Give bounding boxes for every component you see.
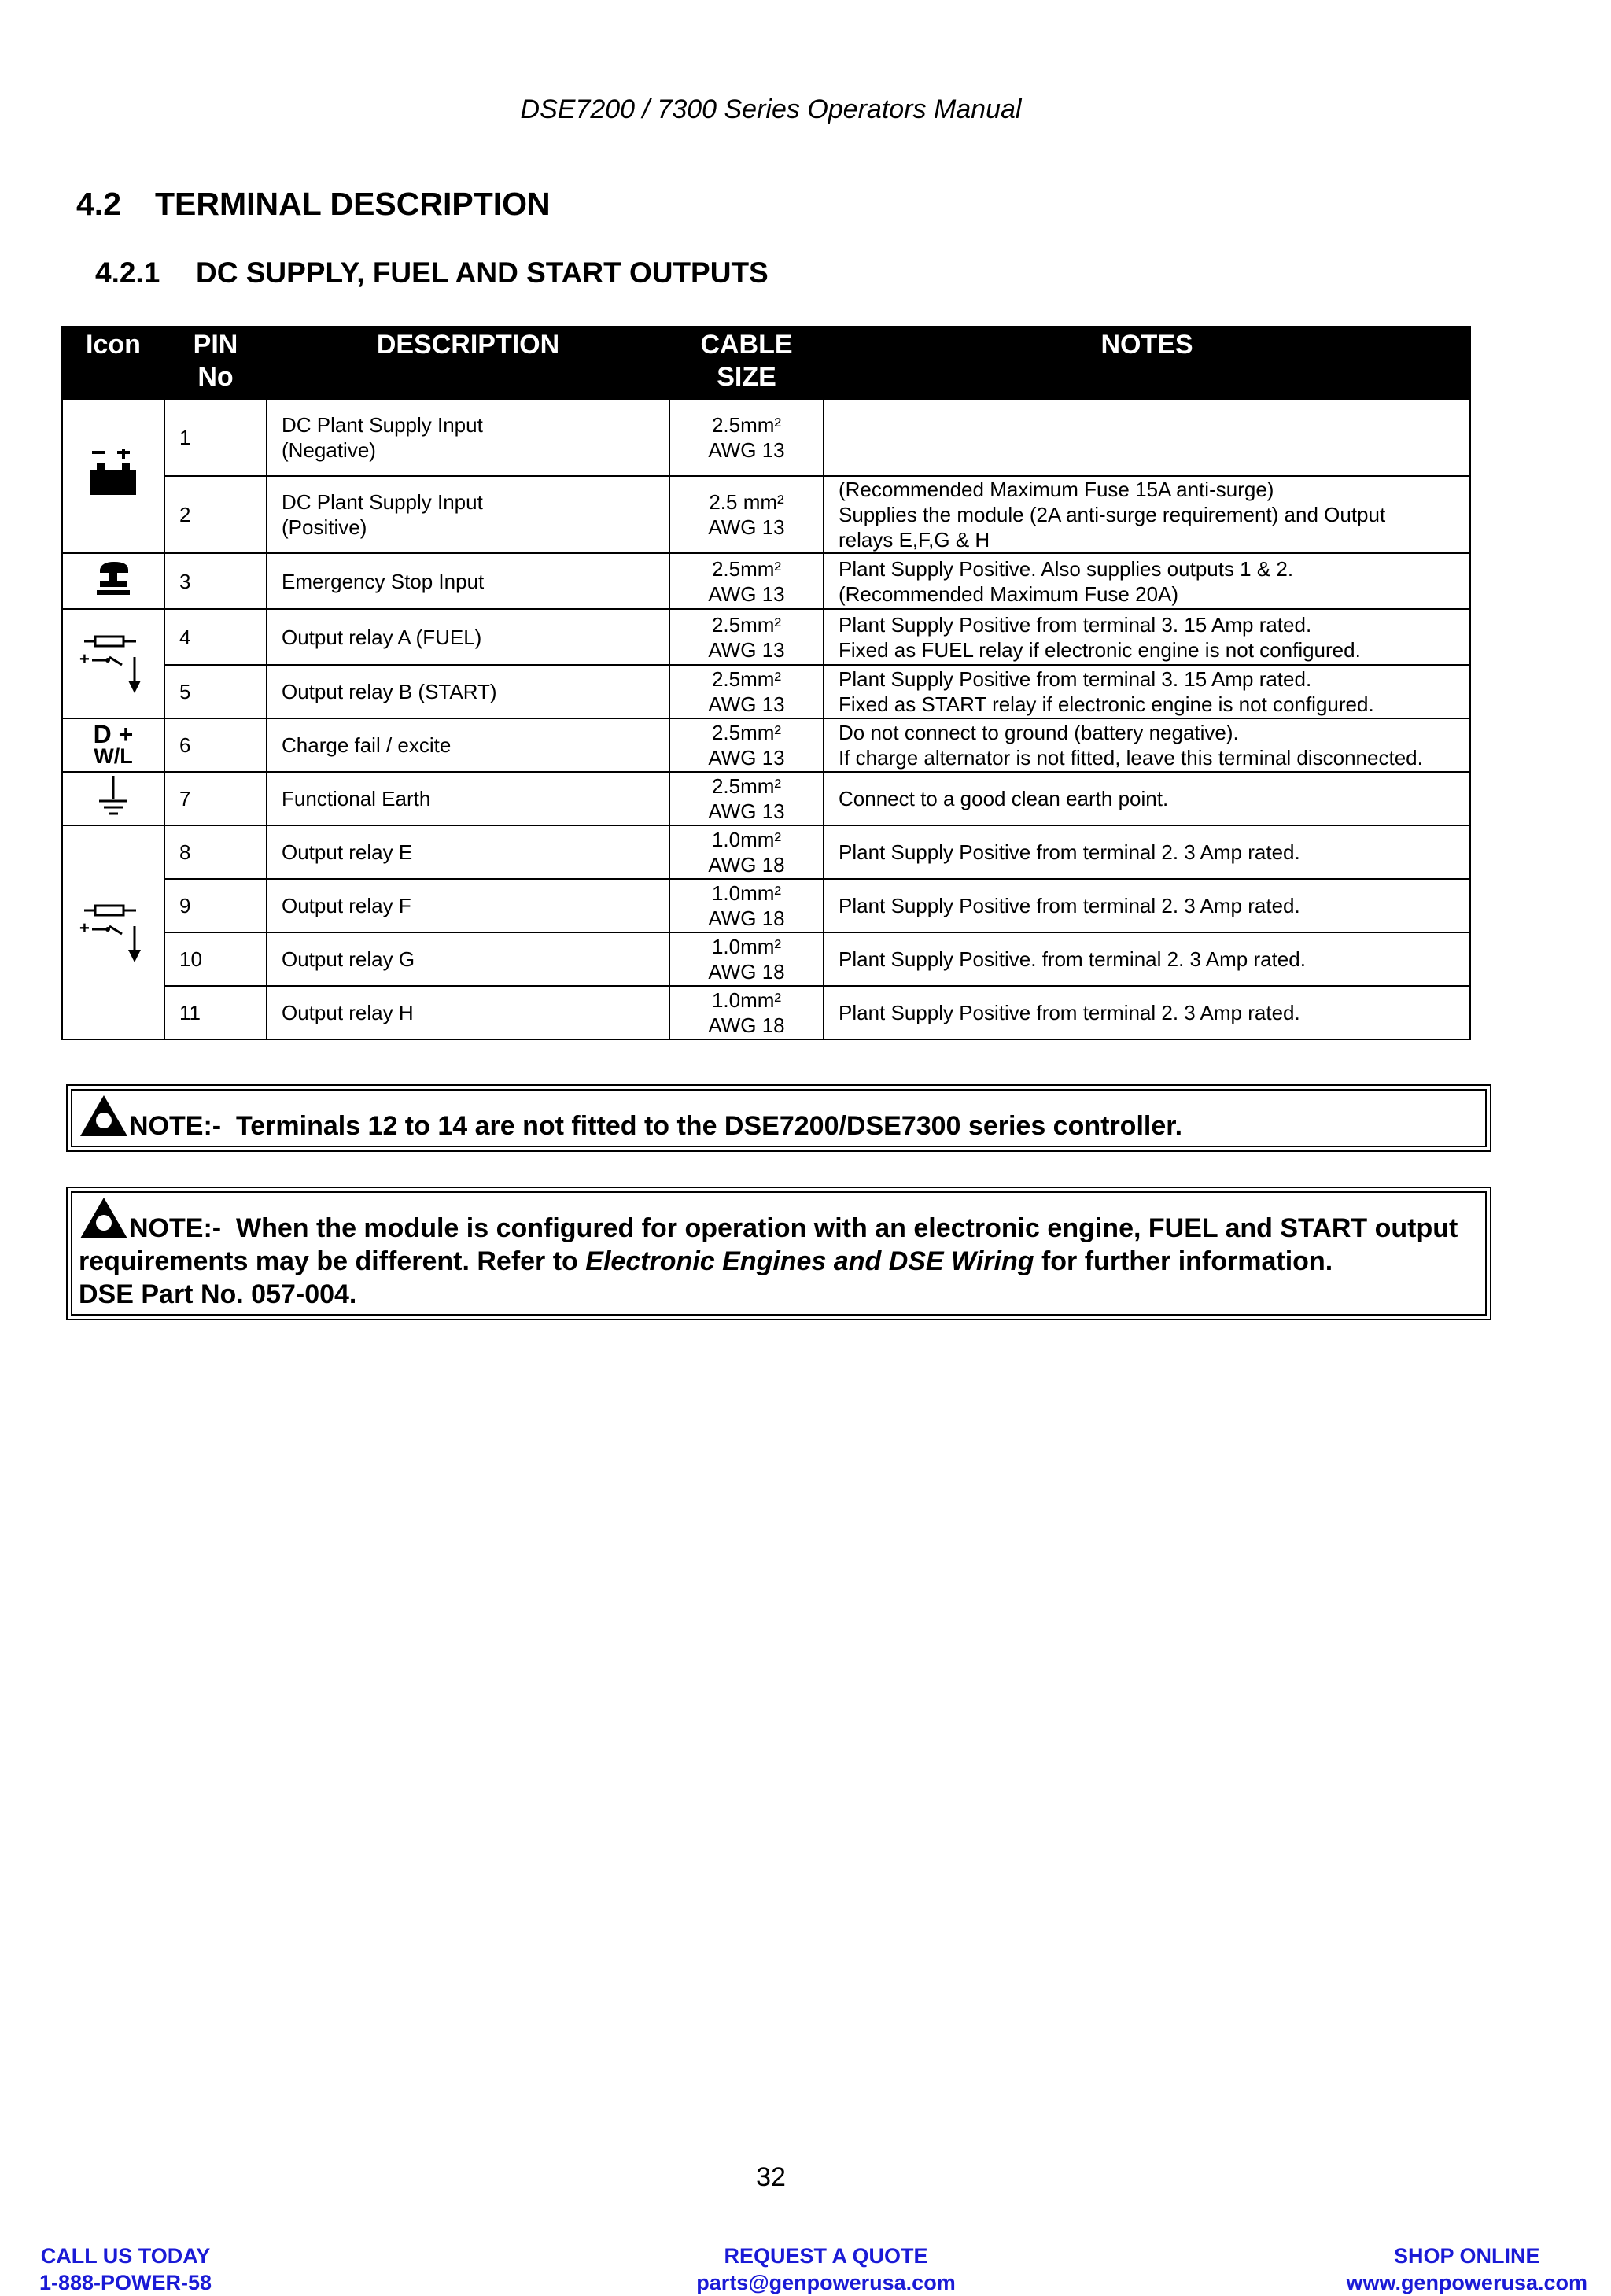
warning-triangle-icon: [79, 1196, 129, 1240]
column-header-cable-size: CABLE SIZE: [669, 327, 824, 399]
table-row: [62, 772, 1470, 825]
description-cell: Output relay B (START): [267, 665, 669, 718]
cable-size-cell: 2.5mm² AWG 13: [669, 553, 824, 609]
charge-fail-icon: D + W/L: [93, 720, 134, 768]
note-prefix: NOTE:-: [129, 1111, 222, 1141]
description-cell: DC Plant Supply Input (Negative): [267, 399, 669, 476]
earth-icon: [96, 774, 131, 818]
document-header-title: DSE7200 / 7300 Series Operators Manual: [520, 94, 1022, 124]
cable-size-cell: 2.5mm² AWG 13: [669, 665, 824, 718]
note-text: When the module is configured for operation with an electronic engine, FUEL and START output requirements may be different. Refer to: [79, 1213, 1458, 1276]
pin-number: 3: [164, 553, 267, 609]
pin-number: 4: [164, 609, 267, 665]
description-cell: Charge fail / excite: [267, 718, 669, 772]
note-prefix: NOTE:-: [129, 1213, 222, 1243]
notes-cell: Plant Supply Positive. from terminal 2. 3 Amp rated.: [824, 932, 1470, 986]
description-cell: Output relay F: [267, 879, 669, 932]
footer-email-link[interactable]: parts@genpowerusa.com: [696, 2271, 956, 2294]
subsection-number: 4.2.1: [95, 257, 160, 289]
notes-cell: [824, 399, 1470, 476]
table-row: [62, 553, 1470, 609]
icon-cell: [62, 553, 164, 609]
cable-size-cell: 2.5mm² AWG 13: [669, 772, 824, 825]
icon-cell: [62, 825, 164, 1039]
notes-cell: (Recommended Maximum Fuse 15A anti-surge) Supplies the module (2A anti-surge requirement) and Output relays E,F,G & H: [824, 476, 1470, 553]
table-row: [62, 879, 1470, 932]
cable-size-cell: 1.0mm² AWG 18: [669, 986, 824, 1039]
description-cell: Functional Earth: [267, 772, 669, 825]
icon-cell: [62, 718, 164, 772]
notes-cell: Plant Supply Positive. Also supplies outputs 1 & 2. (Recommended Maximum Fuse 20A): [824, 553, 1470, 609]
pin-number: 9: [164, 879, 267, 932]
relay-output-icon: [78, 626, 149, 696]
pin-number: 8: [164, 825, 267, 879]
footer-shop-label: SHOP ONLINE: [1393, 2244, 1540, 2268]
table-row: [62, 399, 1470, 476]
column-header-notes: NOTES: [824, 327, 1470, 399]
notes-cell: Plant Supply Positive from terminal 2. 3 Amp rated.: [824, 986, 1470, 1039]
cable-size-cell: 1.0mm² AWG 18: [669, 932, 824, 986]
subsection-heading: [95, 257, 769, 290]
footer-call-us: [39, 2242, 212, 2296]
page-number: 32: [756, 2162, 786, 2192]
table-row: [62, 609, 1470, 665]
warning-triangle-icon: [79, 1094, 129, 1138]
notes-cell: Plant Supply Positive from terminal 2. 3 Amp rated.: [824, 825, 1470, 879]
notes-cell: Plant Supply Positive from terminal 3. 15 Amp rated. Fixed as FUEL relay if electronic engine is not configured.: [824, 609, 1470, 665]
table-row: [62, 718, 1470, 772]
cable-size-cell: 2.5mm² AWG 13: [669, 718, 824, 772]
pin-number: 11: [164, 986, 267, 1039]
icon-cell: [62, 772, 164, 825]
subsection-title: DC SUPPLY, FUEL AND START OUTPUTS: [196, 257, 769, 289]
table-row: [62, 825, 1470, 879]
note-text: Terminals 12 to 14 are not fitted to the DSE7200/DSE7300 series controller.: [236, 1111, 1183, 1141]
emergency-stop-icon: [94, 559, 133, 598]
description-cell: Output relay A (FUEL): [267, 609, 669, 665]
description-cell: Output relay H: [267, 986, 669, 1039]
section-heading: [76, 186, 551, 223]
footer-phone-link[interactable]: 1-888-POWER-58: [39, 2271, 212, 2294]
column-header-icon: Icon: [62, 327, 164, 399]
notes-cell: Connect to a good clean earth point.: [824, 772, 1470, 825]
pin-number: 5: [164, 665, 267, 718]
pin-number: 1: [164, 399, 267, 476]
svg-text:+: +: [79, 649, 90, 669]
notes-cell: Plant Supply Positive from terminal 3. 15 Amp rated. Fixed as START relay if electronic engine is not configured.: [824, 665, 1470, 718]
section-title: TERMINAL DESCRIPTION: [155, 186, 551, 222]
table-row: [62, 665, 1470, 718]
pin-number: 7: [164, 772, 267, 825]
pin-number: 10: [164, 932, 267, 986]
table-header-row: [62, 327, 1470, 399]
description-cell: DC Plant Supply Input (Positive): [267, 476, 669, 553]
note-reference-title: Electronic Engines and DSE Wiring: [585, 1246, 1034, 1276]
note-part-number: DSE Part No. 057-004.: [79, 1279, 357, 1309]
pin-number: 2: [164, 476, 267, 553]
cable-size-cell: 1.0mm² AWG 18: [669, 825, 824, 879]
footer-shop-online: [1346, 2242, 1587, 2296]
table-row: [62, 932, 1470, 986]
footer-call-label: CALL US TODAY: [40, 2244, 211, 2268]
cable-size-cell: 2.5 mm² AWG 13: [669, 476, 824, 553]
section-number: 4.2: [76, 186, 121, 222]
column-header-description: DESCRIPTION: [267, 327, 669, 399]
notes-cell: Plant Supply Positive from terminal 2. 3 Amp rated.: [824, 879, 1470, 932]
cable-size-cell: 1.0mm² AWG 18: [669, 879, 824, 932]
column-header-pin: PIN No: [164, 327, 267, 399]
terminal-table: [61, 326, 1471, 1040]
footer-website-link[interactable]: www.genpowerusa.com: [1346, 2271, 1587, 2294]
relay-output-icon: [78, 895, 149, 965]
pin-number: 6: [164, 718, 267, 772]
notes-cell: Do not connect to ground (battery negative). If charge alternator is not fitted, leave this terminal disconnected.: [824, 718, 1470, 772]
table-row: [62, 986, 1470, 1039]
note-box-terminals: [66, 1084, 1491, 1152]
cable-size-cell: 2.5mm² AWG 13: [669, 609, 824, 665]
description-cell: Output relay G: [267, 932, 669, 986]
footer-quote-label: REQUEST A QUOTE: [724, 2244, 928, 2268]
cable-size-cell: 2.5mm² AWG 13: [669, 399, 824, 476]
note-text-end: for further information.: [1034, 1246, 1333, 1276]
icon-cell: [62, 609, 164, 718]
note-box-electronic-engine: [66, 1187, 1491, 1320]
table-row: [62, 476, 1470, 553]
battery-icon: [86, 449, 141, 498]
description-cell: Output relay E: [267, 825, 669, 879]
footer-request-quote: [645, 2242, 1007, 2296]
description-cell: Emergency Stop Input: [267, 553, 669, 609]
icon-cell: [62, 399, 164, 553]
svg-text:+: +: [79, 917, 90, 938]
